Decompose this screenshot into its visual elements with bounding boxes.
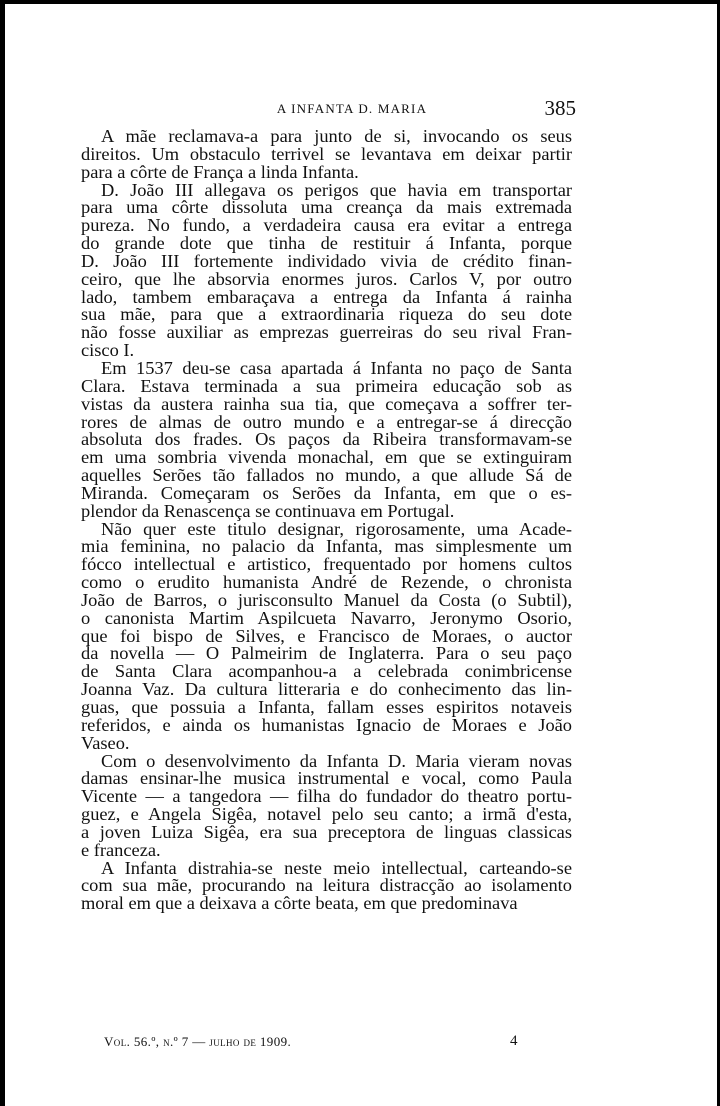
text-line: A Infanta distrahia-se neste meio intellectual, carteando-se	[101, 857, 572, 878]
paragraph	[81, 518, 572, 753]
text-line: Miranda. Começaram os Serões da Infanta, em que o es-	[81, 482, 572, 503]
text-line: fócco intellectual e artistico, frequentado por homens cultos	[81, 554, 572, 575]
text-line: sua mãe, para que a extraordinaria riqueza do seu dote	[81, 304, 572, 325]
text-line: ceiro, que lhe absorvia enormes juros. Carlos V, por outro	[81, 268, 572, 289]
text-line: direitos. Um obstaculo terrivel se levantava em deixar partir	[81, 143, 572, 164]
text-line: e franceza.	[81, 839, 161, 860]
text-line: Não quer este titulo designar, rigorosamente, uma Acade-	[101, 518, 572, 539]
paragraph	[81, 179, 572, 361]
text-line: pureza. No fundo, a verdadeira causa era evitar a entrega	[81, 215, 572, 236]
text-line: guas, que possuia a Infanta, fallam esses espiritos notaveis	[81, 697, 572, 717]
text-line: rores de almas de outro mundo e a entregar-se á direcção	[81, 411, 572, 432]
text-line: guez, e Angela Sigêa, notavel pelo seu canto; a irmã d'esta,	[81, 804, 572, 825]
paragraph	[81, 128, 572, 182]
text-line: como o erudito humanista André de Rezende, o chronista	[81, 572, 572, 593]
text-line: cisco I.	[81, 340, 135, 361]
text-line: lado, tambem embaraçava a entrega da Infanta á rainha	[81, 286, 572, 307]
text-line: mia feminina, no palacio da Infanta, mas simplesmente um	[81, 536, 572, 557]
paragraph	[81, 357, 572, 521]
scan-edge-left	[0, 0, 5, 1106]
text-line: Clara. Estava terminada a sua primeira educação sob as	[81, 375, 572, 396]
running-head	[0, 96, 720, 124]
paragraph	[81, 857, 572, 914]
page-number: 385	[544, 96, 576, 120]
text-line: para a côrte de França a linda Infanta.	[81, 161, 359, 182]
text-line: Em 1537 deu-se casa apartada á Infanta no paço de Santa	[101, 357, 572, 378]
text-line: o canonista Martim Aspilcueta Navarro, Jeronymo Osorio,	[81, 607, 572, 628]
sheet-number: 4	[510, 1033, 518, 1049]
running-title: A INFANTA D. MARIA	[276, 101, 428, 116]
text-line: Vicente — a tangedora — filha do fundador do theatro portu-	[81, 786, 572, 807]
text-line: Vaseo.	[81, 732, 130, 753]
text-line: que foi bispo de Silves, e Francisco de Moraes, o auctor	[81, 625, 572, 646]
text-line: da novella — O Palmeirim de Inglaterra. Para o seu paço	[81, 643, 572, 664]
text-line: plendor da Renascença se continuava em Portugal.	[81, 500, 455, 521]
text-line: absoluta dos frades. Os paços da Ribeira transformavam-se	[81, 429, 572, 450]
text-line: Com o desenvolvimento da Infanta D. Maria vieram novas	[101, 750, 572, 771]
text-line: do grande dote que tinha de restituir á Infanta, porque	[81, 233, 572, 254]
paragraph	[81, 750, 572, 860]
text-line: D. João III allegava os perigos que havia em transportar	[101, 179, 572, 200]
text-line: não fosse auxiliar as emprezas guerreiras do seu rival Fran-	[81, 322, 572, 343]
text-line: para uma côrte dissoluta uma creança da mais extremada	[81, 197, 572, 218]
text-line: Joanna Vaz. Da cultura litteraria e do conhecimento das lin-	[81, 679, 572, 700]
volume-footer: Vol. 56.º, n.º 7 — julho de 1909.	[104, 1034, 292, 1049]
text-line: de Santa Clara acompanhou-a a celebrada conimbricense	[81, 661, 572, 682]
body-text	[81, 128, 572, 913]
text-line: D. João III fortemente individado vivia de crédito finan-	[81, 250, 572, 271]
text-line: damas ensinar-lhe musica instrumental e vocal, como Paula	[81, 768, 572, 789]
scan-edge-top	[0, 0, 720, 4]
text-line: a joven Luiza Sigêa, era sua preceptora de linguas classicas	[81, 821, 572, 842]
text-line: em uma sombria vivenda monachal, em que se extinguiram	[81, 447, 572, 468]
text-line: referidos, e ainda os humanistas Ignacio de Moraes e João	[81, 714, 572, 735]
text-line: A mãe reclamava-a para junto de si, invocando os seus	[101, 126, 572, 146]
text-line: com sua mãe, procurando na leitura distracção ao isolamento	[81, 875, 572, 896]
text-line: João de Barros, o jurisconsulto Manuel da Costa (o Subtil),	[81, 589, 572, 610]
text-line: vistas da austera rainha sua tia, que começava a soffrer ter-	[81, 393, 572, 414]
text-line: aquelles Serões tão fallados no mundo, a que allude Sá de	[81, 465, 572, 486]
text-line: moral em que a deixava a côrte beata, em que predominava	[81, 893, 518, 914]
